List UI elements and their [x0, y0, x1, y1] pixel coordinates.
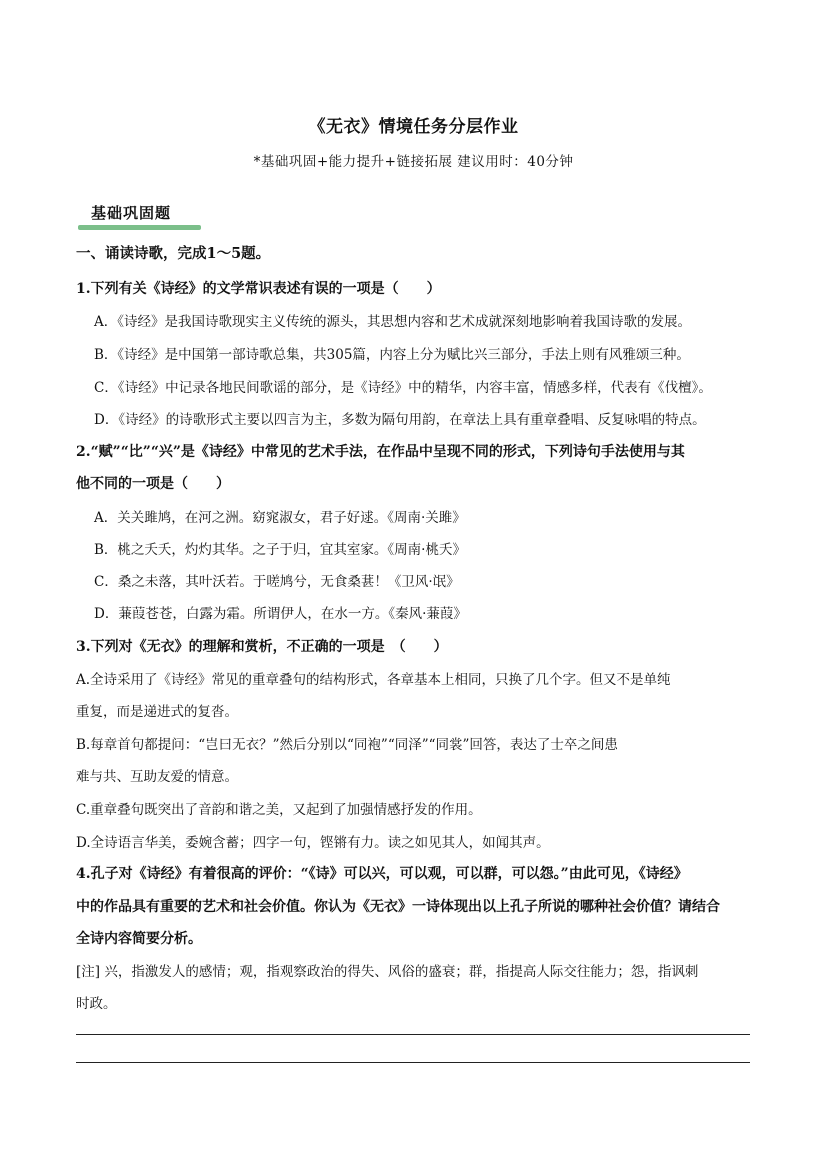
question-3-option-c: C.重章叠句既突出了音韵和谐之美，又起到了加强情感抒发的作用。 — [76, 802, 482, 818]
question-2-option-d: D．蒹葭苍苍，白露为霜。所谓伊人，在水一方。《秦风·蒹葭》 — [94, 606, 467, 622]
page-title: 《无衣》情境任务分层作业 — [308, 117, 519, 137]
question-1-stem: 1.下列有关《诗经》的文学常识表述有误的一项是（ ） — [76, 281, 441, 297]
page-subtitle: *基础巩固+能力提升+链接拓展 建议用时：40分钟 — [253, 154, 574, 170]
question-1-option-d: D．《诗经》的诗歌形式主要以四言为主，多数为隔句用韵，在章法上具有重章叠唱、反复咏唱的特点。 — [94, 412, 706, 428]
part-heading: 一、诵读诗歌，完成1～5题。 — [76, 245, 271, 262]
question-1-option-b: B．《诗经》是中国第一部诗歌总集，共305篇，内容上分为赋比兴三部分，手法上则有风雅颂三种。 — [94, 347, 690, 363]
question-2-option-a: A．关关雎鸠，在河之洲。窈窕淑女，君子好逑。《周南·关雎》 — [94, 510, 466, 526]
question-4-note-line-2: 时政。 — [76, 996, 117, 1012]
question-2-option-c: C．桑之未落，其叶沃若。于嗟鸠兮，无食桑葚！《卫风·氓》 — [94, 574, 460, 590]
question-2-stem-line-1: 2.“赋”“比”“兴”是《诗经》中常见的艺术手法，在作品中呈现不同的形式，下列诗句手法使用与其 — [76, 444, 685, 460]
question-4-stem-line-3: 全诗内容简要分析。 — [76, 931, 202, 947]
question-1-option-a: A．《诗经》是我国诗歌现实主义传统的源头，其思想内容和艺术成就深刻地影响着我国诗歌的发展。 — [94, 314, 691, 330]
question-3-option-a-line-1: A.全诗采用了《诗经》常见的重章叠句的结构形式，各章基本上相同，只换了几个字。但又不是单纯 — [76, 672, 671, 688]
question-3-option-b-line-1: B.每章首句都提问：“岂曰无衣？”然后分别以“同袍”“同泽”“同裳”回答，表达了士卒之间患 — [76, 737, 618, 753]
answer-line[interactable] — [76, 1034, 750, 1035]
question-2-stem-line-2: 他不同的一项是（ ） — [76, 476, 230, 492]
question-4-stem-line-2: 中的作品具有重要的艺术和社会价值。你认为《无衣》一诗体现出以上孔子所说的哪种社会价值？请结合 — [76, 899, 720, 915]
question-4-stem-line-1: 4.孔子对《诗经》有着很高的评价：“《诗》可以兴，可以观，可以群，可以怨。”由此可见，《诗经》 — [76, 866, 688, 882]
question-3-stem: 3.下列对《无衣》的理解和赏析，不正确的一项是 （ ） — [76, 639, 448, 655]
answer-line[interactable] — [76, 1062, 750, 1063]
question-3-option-b-line-2: 难与共、互助友爱的情意。 — [76, 769, 238, 785]
section-label: 基础巩固题 — [91, 204, 172, 222]
question-3-option-a-line-2: 重复，而是递进式的复沓。 — [76, 704, 238, 720]
section-tag — [78, 198, 201, 230]
question-4-note-line-1: [注] 兴，指激发人的感情；观，指观察政治的得失、风俗的盛衰；群，指提高人际交往能力；怨，指讽刺 — [76, 964, 699, 980]
question-3-option-d: D.全诗语言华美，委婉含蓄；四字一句，铿锵有力。读之如见其人，如闻其声。 — [76, 835, 550, 851]
question-2-option-b: B．桃之夭夭，灼灼其华。之子于归，宜其室家。《周南·桃夭》 — [94, 542, 466, 558]
question-1-option-c: C．《诗经》中记录各地民间歌谣的部分，是《诗经》中的精华，内容丰富，情感多样，代表有《伐檀》。 — [94, 380, 712, 396]
section-underline-bar — [78, 225, 201, 230]
